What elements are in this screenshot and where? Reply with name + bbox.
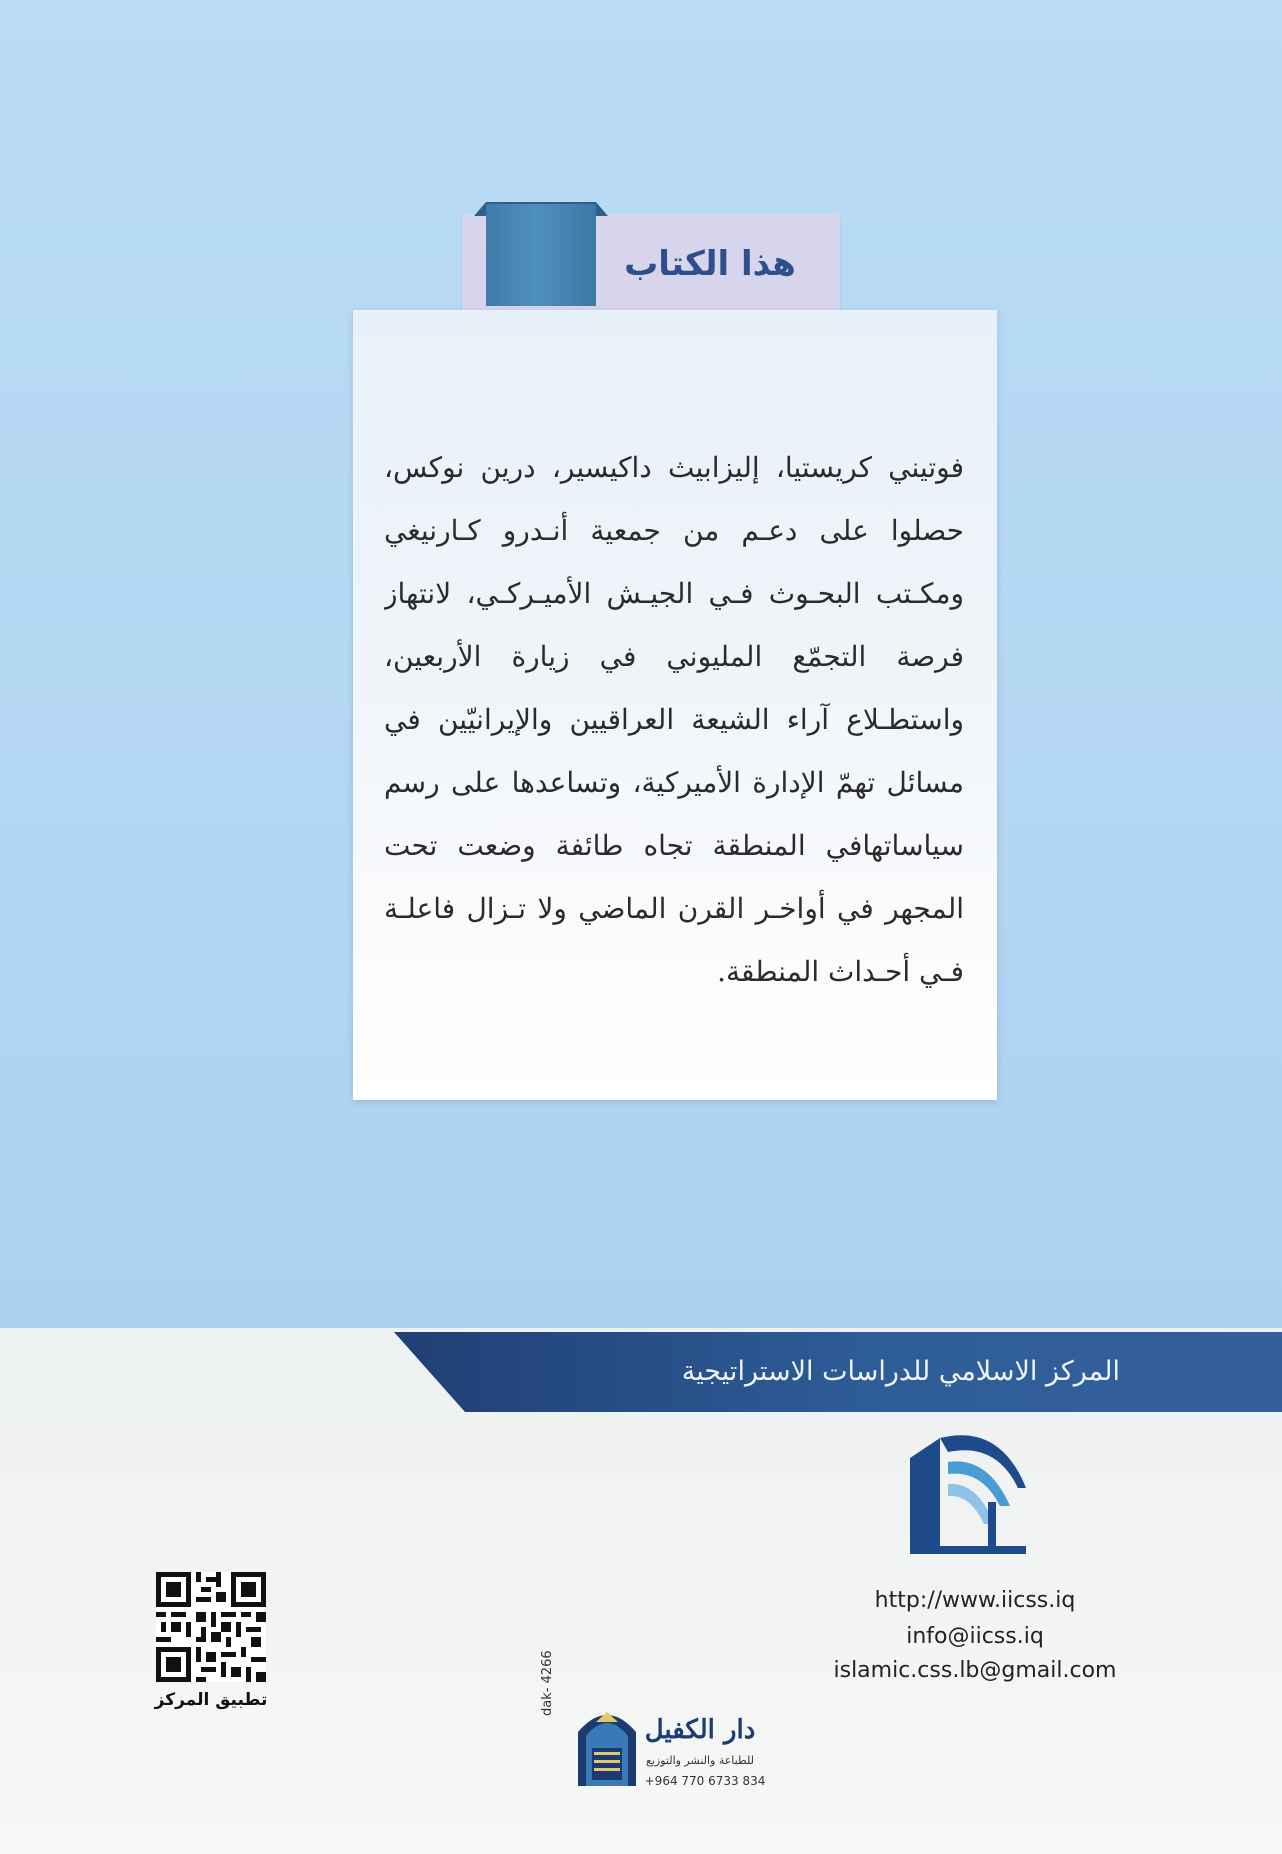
website-link[interactable]: http://www.iicss.iq: [874, 1588, 1076, 1613]
description-line: في مسائل تهمّ الإدارة الأميركية، وتساعدها على: [384, 703, 964, 799]
email-link[interactable]: islamic.css.lb@gmail.com: [833, 1658, 1117, 1683]
email-link[interactable]: info@iicss.iq: [906, 1624, 1044, 1649]
catalog-code: dak- 4266: [540, 1650, 555, 1716]
qr-label: تطبيق المركز: [154, 1690, 268, 1710]
qr-code-icon[interactable]: [156, 1572, 266, 1682]
section-title: هذا الكتاب: [624, 244, 796, 284]
printer-name: دار الكفيل: [644, 1715, 756, 1745]
description-line: حصلوا على دعـم من جمعية أنـدرو كـارنيغي: [384, 514, 964, 547]
description-line: تحت المجهر في أواخـر القرن الماضي: [384, 829, 964, 925]
publisher-banner-name: المركز الاسلامي للدراسات الاستراتيجية: [681, 1356, 1120, 1387]
book-description: [384, 436, 964, 1066]
printer-phone: +964 770 6733 834: [644, 1774, 766, 1788]
al-kafeel-logo-icon: [574, 1698, 640, 1788]
description-line: ولا تـزال فاعلـة فـي أحـداث المنطقة.: [384, 892, 964, 988]
bookmark-ribbon: [486, 204, 596, 306]
printer-subtitle: للطباعة والنشر والتوزيع: [645, 1754, 754, 1767]
iicss-logo-icon: [900, 1428, 1032, 1562]
description-line: ومكـتب البحـوث فـي الجيـش الأميـركـي،: [466, 577, 964, 610]
description-line: لانتهاز فرصة التجمّع المليوني في زيارة الأربعين،: [384, 577, 964, 673]
description-line: رسم سياساتهافي المنطقة تجاه طائفة وضعت: [384, 766, 964, 862]
description-line: فوتيني كريستيا، إليزابيث داكيسير، درين نوكس،: [384, 451, 964, 484]
description-line: واستطـلاع آراء الشيعة العراقيين والإيرانيّين: [437, 703, 964, 736]
